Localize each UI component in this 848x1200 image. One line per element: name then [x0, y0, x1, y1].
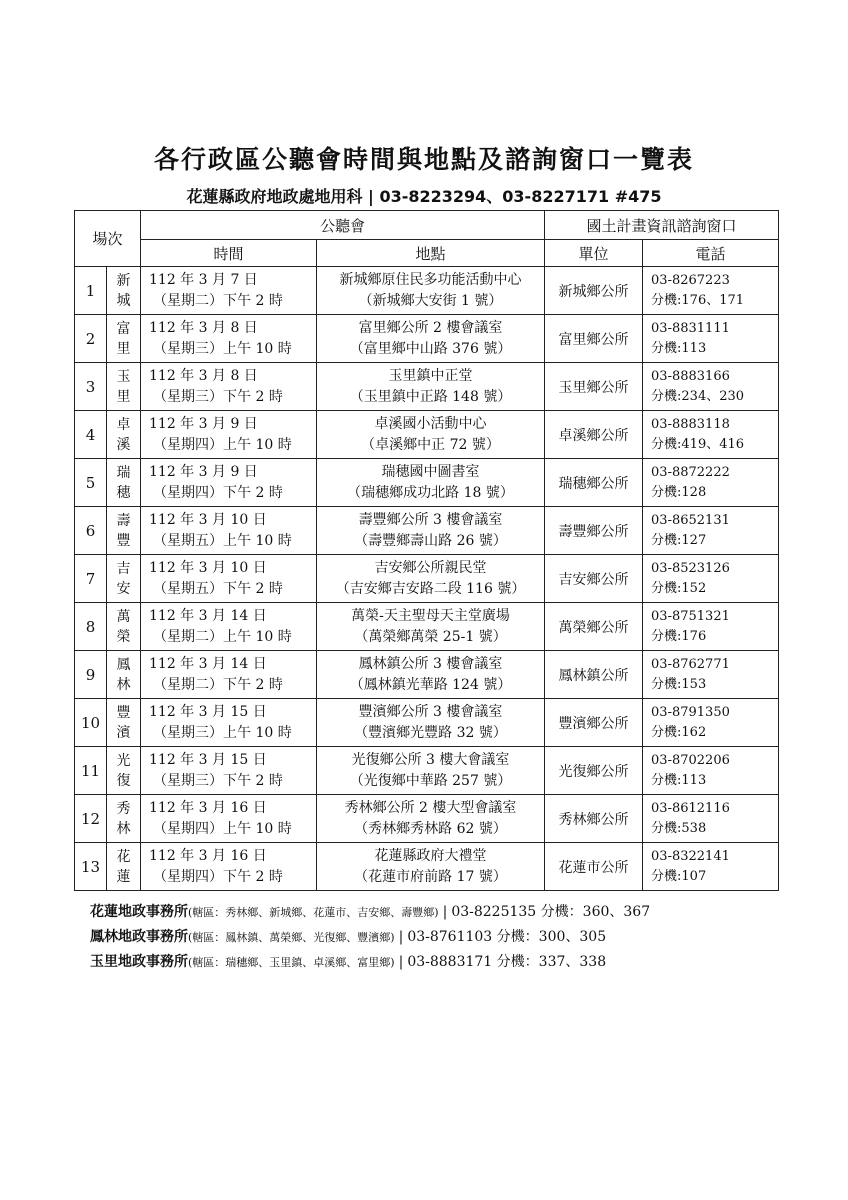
hearing-day-time: （星期三）下午 2 時: [153, 772, 283, 789]
office-area: (轄區：鳳林鎮、萬榮鄉、光復鄉、豐濱鄉): [188, 931, 395, 944]
phone-number: 03-8267223: [651, 272, 730, 288]
hearing-day-time: （星期二）下午 2 時: [153, 676, 283, 693]
phone-cell: [643, 315, 779, 363]
phone-number: 03-8872222: [651, 464, 730, 480]
office-separator: |: [442, 904, 448, 920]
office-name: 玉里地政事務所: [90, 954, 188, 970]
location-cell: [317, 747, 545, 795]
township-cell: [107, 699, 141, 747]
location-cell: [317, 411, 545, 459]
unit-cell: 光復鄉公所: [545, 747, 643, 795]
time-cell: [141, 747, 317, 795]
township-char-1: 鳳: [116, 656, 131, 673]
time-cell: [141, 315, 317, 363]
session-number: 4: [75, 411, 107, 459]
table-row: [75, 843, 779, 891]
table-row: [75, 747, 779, 795]
venue-address: （富里鄉中山路 376 號）: [349, 340, 512, 357]
hearing-day-time: （星期五）下午 2 時: [153, 580, 283, 597]
location-cell: [317, 795, 545, 843]
office-line: [90, 925, 810, 950]
township-char-1: 秀: [116, 800, 131, 817]
unit-cell: 卓溪鄉公所: [545, 411, 643, 459]
venue-address: （壽豐鄉壽山路 26 號）: [354, 532, 507, 549]
time-cell: [141, 459, 317, 507]
table-row: [75, 411, 779, 459]
hearing-day-time: （星期三）下午 2 時: [153, 388, 283, 405]
venue-address: （花蓮市府前路 17 號）: [354, 868, 507, 885]
time-cell: [141, 795, 317, 843]
hearing-day-time: （星期四）上午 10 時: [153, 436, 292, 453]
table-row: [75, 363, 779, 411]
phone-extension: 分機:127: [651, 532, 707, 548]
township-cell: [107, 555, 141, 603]
session-number: 1: [75, 267, 107, 315]
unit-cell: 玉里鄉公所: [545, 363, 643, 411]
session-number: 7: [75, 555, 107, 603]
hearing-day-time: （星期五）上午 10 時: [153, 532, 292, 549]
header-time: 時間: [141, 240, 317, 267]
hearing-date: 112 年 3 月 7 日: [149, 271, 258, 288]
time-cell: [141, 363, 317, 411]
table-row: [75, 699, 779, 747]
office-separator: |: [398, 954, 404, 970]
township-cell: [107, 747, 141, 795]
phone-cell: [643, 699, 779, 747]
township-cell: [107, 363, 141, 411]
hearing-date: 112 年 3 月 9 日: [149, 463, 258, 480]
venue-address: （萬榮鄉萬榮 25-1 號）: [354, 628, 507, 645]
location-cell: [317, 315, 545, 363]
phone-number: 03-8702206: [651, 752, 730, 768]
session-number: 9: [75, 651, 107, 699]
venue-name: 玉里鎮中正堂: [388, 367, 473, 384]
phone-extension: 分機:107: [651, 868, 707, 884]
venue-name: 鳳林鎮公所 3 樓會議室: [358, 655, 503, 672]
phone-cell: [643, 267, 779, 315]
township-char-1: 瑞: [116, 464, 131, 481]
page-title: 各行政區公聽會時間與地點及諮詢窗口一覽表: [153, 145, 694, 174]
township-char-2: 安: [116, 580, 131, 597]
location-cell: [317, 363, 545, 411]
phone-extension: 分機:153: [651, 676, 707, 692]
venue-name: 壽豐鄉公所 3 樓會議室: [358, 511, 503, 528]
table-row: [75, 651, 779, 699]
phone-number: 03-8322141: [651, 848, 730, 864]
hearing-date: 112 年 3 月 15 日: [149, 751, 267, 768]
hearing-date: 112 年 3 月 10 日: [149, 511, 267, 528]
township-cell: [107, 459, 141, 507]
venue-name: 富里鄉公所 2 樓會議室: [358, 319, 503, 336]
township-cell: [107, 507, 141, 555]
township-cell: [107, 843, 141, 891]
phone-cell: [643, 363, 779, 411]
township-cell: [107, 795, 141, 843]
office-separator: |: [398, 929, 404, 945]
time-cell: [141, 555, 317, 603]
office-contact: 03-8883171 分機：337、338: [407, 954, 607, 970]
hearing-day-time: （星期二）上午 10 時: [153, 628, 292, 645]
location-cell: [317, 459, 545, 507]
township-cell: [107, 603, 141, 651]
phone-extension: 分機:176、171: [651, 292, 745, 308]
table-row: [75, 507, 779, 555]
phone-number: 03-8762771: [651, 656, 730, 672]
venue-name: 萬榮-天主聖母天主堂廣場: [351, 607, 510, 624]
hearing-day-time: （星期三）上午 10 時: [153, 340, 292, 357]
table-row: [75, 795, 779, 843]
unit-cell: 新城鄉公所: [545, 267, 643, 315]
venue-address: （玉里鎮中正路 148 號）: [349, 388, 512, 405]
session-number: 6: [75, 507, 107, 555]
venue-address: （卓溪鄉中正 72 號）: [361, 436, 500, 453]
township-char-1: 富: [116, 320, 131, 337]
phone-number: 03-8883166: [651, 368, 730, 384]
venue-name: 豐濱鄉公所 3 樓會議室: [358, 703, 503, 720]
table-row: [75, 315, 779, 363]
hearing-date: 112 年 3 月 8 日: [149, 319, 258, 336]
office-name: 鳳林地政事務所: [90, 929, 188, 945]
township-char-1: 壽: [116, 512, 131, 529]
venue-name: 吉安鄉公所親民堂: [374, 559, 487, 576]
session-number: 13: [75, 843, 107, 891]
office-contact: 03-8225135 分機：360、367: [451, 904, 651, 920]
hearing-date: 112 年 3 月 14 日: [149, 655, 267, 672]
hearing-day-time: （星期四）下午 2 時: [153, 484, 283, 501]
office-contact: 03-8761103 分機：300、305: [407, 929, 607, 945]
time-cell: [141, 699, 317, 747]
township-char-2: 里: [116, 388, 131, 405]
venue-name: 新城鄉原住民多功能活動中心: [339, 271, 522, 288]
location-cell: [317, 651, 545, 699]
table-row: [75, 603, 779, 651]
phone-number: 03-8523126: [651, 560, 730, 576]
hearing-date: 112 年 3 月 8 日: [149, 367, 258, 384]
time-cell: [141, 507, 317, 555]
location-cell: [317, 603, 545, 651]
header-location: 地點: [317, 240, 545, 267]
phone-cell: [643, 651, 779, 699]
venue-name: 秀林鄉公所 2 樓大型會議室: [344, 799, 517, 816]
venue-address: （新城鄉大安街 1 號）: [358, 292, 503, 309]
location-cell: [317, 507, 545, 555]
table-row: [75, 555, 779, 603]
session-number: 10: [75, 699, 107, 747]
location-cell: [317, 267, 545, 315]
venue-address: （豐濱鄉光豐路 32 號）: [354, 724, 507, 741]
township-char-2: 濱: [116, 724, 131, 741]
phone-extension: 分機:234、230: [651, 388, 745, 404]
hearing-date: 112 年 3 月 15 日: [149, 703, 267, 720]
township-char-2: 溪: [116, 436, 131, 453]
unit-cell: 豐濱鄉公所: [545, 699, 643, 747]
township-cell: [107, 267, 141, 315]
phone-cell: [643, 555, 779, 603]
unit-cell: 吉安鄉公所: [545, 555, 643, 603]
township-cell: [107, 651, 141, 699]
header-unit: 單位: [545, 240, 643, 267]
venue-name: 花蓮縣政府大禮堂: [374, 847, 487, 864]
phone-cell: [643, 507, 779, 555]
session-number: 3: [75, 363, 107, 411]
venue-address: （吉安鄉吉安路二段 116 號）: [335, 580, 526, 597]
unit-cell: 壽豐鄉公所: [545, 507, 643, 555]
unit-cell: 秀林鄉公所: [545, 795, 643, 843]
township-char-2: 蓮: [116, 868, 131, 885]
phone-number: 03-8612116: [651, 800, 730, 816]
venue-address: （鳳林鎮光華路 124 號）: [349, 676, 512, 693]
table-row: [75, 267, 779, 315]
venue-name: 卓溪國小活動中心: [374, 415, 487, 432]
township-char-1: 卓: [116, 416, 131, 433]
session-number: 12: [75, 795, 107, 843]
office-area: (轄區：瑞穗鄉、玉里鎮、卓溪鄉、富里鄉): [188, 956, 395, 969]
phone-cell: [643, 411, 779, 459]
township-char-2: 城: [116, 292, 131, 309]
hearing-date: 112 年 3 月 16 日: [149, 847, 267, 864]
location-cell: [317, 843, 545, 891]
header-session: 場次: [75, 211, 141, 267]
township-cell: [107, 411, 141, 459]
unit-cell: 富里鄉公所: [545, 315, 643, 363]
location-cell: [317, 555, 545, 603]
table-row: [75, 459, 779, 507]
township-char-2: 林: [116, 676, 131, 693]
phone-extension: 分機:113: [651, 772, 707, 788]
venue-address: （秀林鄉秀林路 62 號）: [354, 820, 507, 837]
time-cell: [141, 843, 317, 891]
phone-cell: [643, 843, 779, 891]
time-cell: [141, 411, 317, 459]
hearing-day-time: （星期四）下午 2 時: [153, 868, 283, 885]
phone-extension: 分機:152: [651, 580, 707, 596]
unit-cell: 花蓮市公所: [545, 843, 643, 891]
office-name: 花蓮地政事務所: [90, 904, 188, 920]
phone-cell: [643, 747, 779, 795]
unit-cell: 瑞穗鄉公所: [545, 459, 643, 507]
hearing-date: 112 年 3 月 10 日: [149, 559, 267, 576]
phone-extension: 分機:128: [651, 484, 707, 500]
time-cell: [141, 267, 317, 315]
hearing-day-time: （星期二）下午 2 時: [153, 292, 283, 309]
header-hearing: 公聽會: [141, 211, 545, 240]
unit-cell: 鳳林鎮公所: [545, 651, 643, 699]
township-char-2: 林: [116, 820, 131, 837]
township-char-1: 萬: [116, 608, 131, 625]
township-char-1: 新: [116, 272, 131, 289]
township-cell: [107, 315, 141, 363]
hearing-day-time: （星期四）上午 10 時: [153, 820, 292, 837]
session-number: 5: [75, 459, 107, 507]
hearing-date: 112 年 3 月 16 日: [149, 799, 267, 816]
township-char-2: 榮: [116, 628, 131, 645]
office-line: [90, 950, 810, 975]
page-subtitle: 花蓮縣政府地政處地用科 | 03-8223294、03-8227171 #475: [186, 187, 662, 206]
time-cell: [141, 651, 317, 699]
township-char-2: 豐: [116, 532, 131, 549]
phone-number: 03-8652131: [651, 512, 730, 528]
phone-extension: 分機:176: [651, 628, 707, 644]
phone-number: 03-8883118: [651, 416, 730, 432]
phone-number: 03-8831111: [651, 320, 730, 336]
venue-address: （光復鄉中華路 257 號）: [349, 772, 512, 789]
hearing-date: 112 年 3 月 14 日: [149, 607, 267, 624]
phone-number: 03-8791350: [651, 704, 730, 720]
township-char-1: 花: [116, 848, 131, 865]
hearing-schedule-table: [74, 210, 779, 891]
unit-cell: 萬榮鄉公所: [545, 603, 643, 651]
township-char-1: 光: [116, 752, 131, 769]
township-char-2: 里: [116, 340, 131, 357]
phone-extension: 分機:419、416: [651, 436, 745, 452]
phone-extension: 分機:162: [651, 724, 707, 740]
phone-cell: [643, 603, 779, 651]
hearing-date: 112 年 3 月 9 日: [149, 415, 258, 432]
venue-name: 光復鄉公所 3 樓大會議室: [351, 751, 510, 768]
phone-extension: 分機:113: [651, 340, 707, 356]
session-number: 2: [75, 315, 107, 363]
phone-number: 03-8751321: [651, 608, 730, 624]
session-number: 11: [75, 747, 107, 795]
township-char-1: 吉: [116, 560, 131, 577]
township-char-2: 復: [116, 772, 131, 789]
venue-address: （瑞穗鄉成功北路 18 號）: [347, 484, 514, 501]
header-phone: 電話: [643, 240, 779, 267]
office-area: (轄區：秀林鄉、新城鄉、花蓮市、吉安鄉、壽豐鄉): [188, 906, 439, 919]
phone-extension: 分機:538: [651, 820, 707, 836]
header-window: 國土計畫資訊諮詢窗口: [545, 211, 779, 240]
land-office-list: [90, 900, 810, 975]
session-number: 8: [75, 603, 107, 651]
location-cell: [317, 699, 545, 747]
phone-cell: [643, 459, 779, 507]
township-char-1: 豐: [116, 704, 131, 721]
phone-cell: [643, 795, 779, 843]
hearing-day-time: （星期三）上午 10 時: [153, 724, 292, 741]
township-char-1: 玉: [116, 368, 131, 385]
office-line: [90, 900, 810, 925]
time-cell: [141, 603, 317, 651]
venue-name: 瑞穗國中圖書室: [381, 463, 480, 480]
township-char-2: 穗: [116, 484, 131, 501]
